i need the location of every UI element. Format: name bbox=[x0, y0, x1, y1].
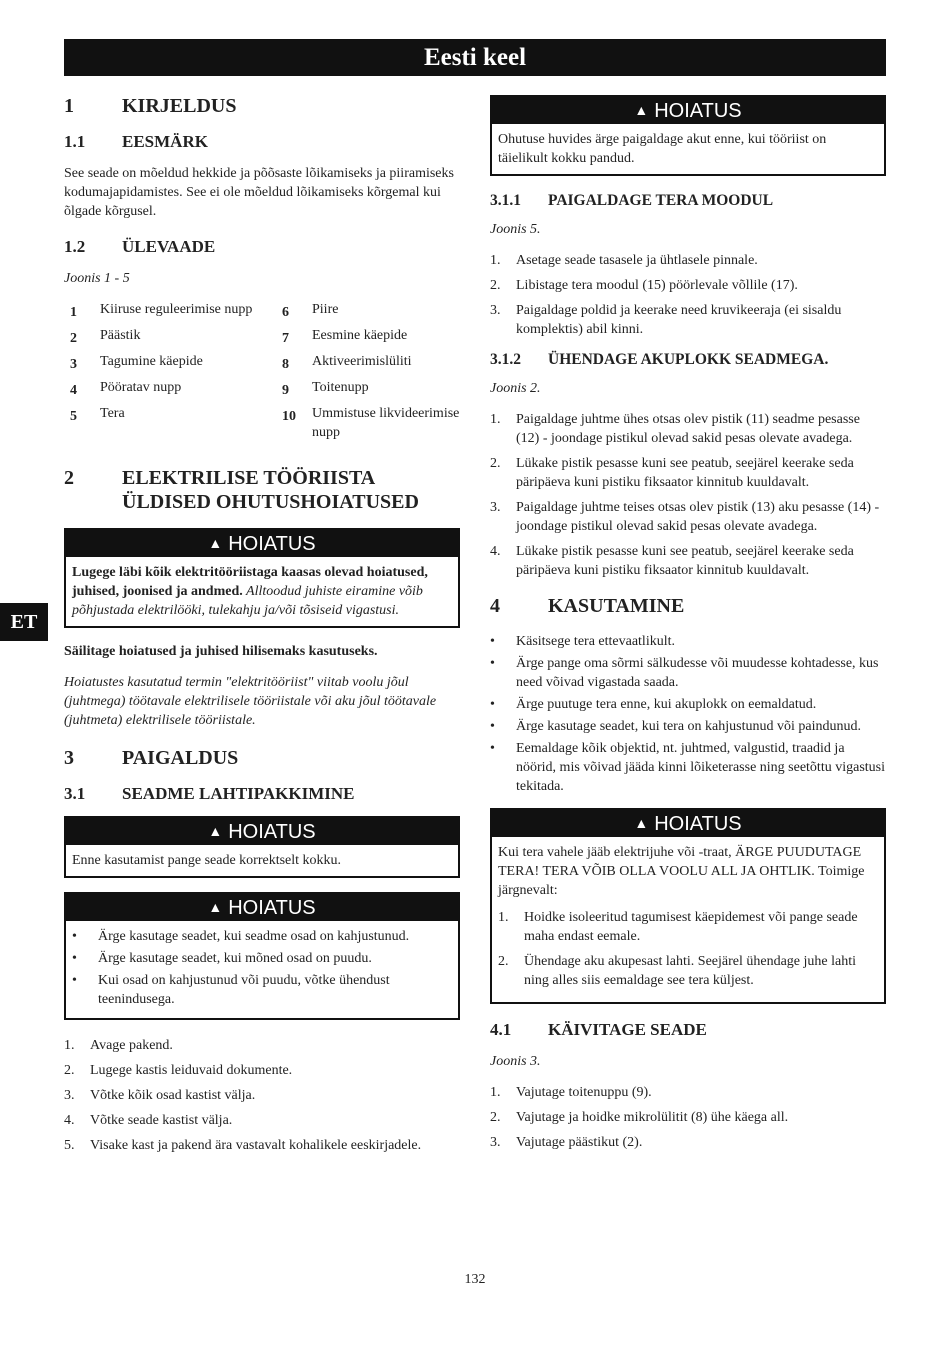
part-number: 2 bbox=[70, 331, 77, 346]
step-text: Libistage tera moodul (15) pöörlevale võllile (17). bbox=[516, 278, 798, 293]
section-4-heading bbox=[490, 594, 886, 618]
part-label: Pööratav nupp bbox=[100, 380, 182, 395]
part-number: 10 bbox=[282, 409, 296, 424]
list-step bbox=[490, 498, 886, 536]
section-title: ÜHENDAGE AKUPLOKK SEADMEGA. bbox=[548, 351, 829, 368]
step-number: 3. bbox=[490, 500, 501, 515]
section-3-1-2-heading bbox=[490, 351, 886, 369]
keep-instructions-text: Säilitage hoiatused ja juhised hilisemaks kasutuseks. bbox=[64, 644, 378, 659]
warning-header bbox=[66, 818, 458, 845]
part-label: Eesmine käepide bbox=[312, 328, 408, 343]
list-step bbox=[498, 952, 878, 990]
blade-module-steps bbox=[490, 251, 886, 339]
section-title: PAIGALDAGE TERA MOODUL bbox=[548, 192, 774, 209]
section-title: EESMÄRK bbox=[122, 132, 208, 151]
bullet-dot: • bbox=[490, 697, 495, 712]
step-number: 2. bbox=[64, 1063, 75, 1078]
part-item bbox=[64, 352, 276, 374]
step-text: Visake kast ja pakend ära vastavalt kohalikele eeskirjadele. bbox=[90, 1138, 422, 1153]
warning-triangle-icon: ▲ bbox=[208, 899, 223, 915]
bullet-text: Ärge pange oma sõrmi sälkudesse või muudesse kohtadesse, kus need võivad vigastada saada. bbox=[516, 656, 879, 690]
section-title: KASUTAMINE bbox=[548, 595, 685, 617]
section-number: 1 bbox=[64, 95, 74, 117]
section-3-1-heading bbox=[64, 784, 460, 804]
step-text: Paigaldage juhtme ühes otsas olev pistik (11) seadme pesasse (12) - joondage pistikul olevad sakid pesas olevate avadega. bbox=[516, 412, 860, 446]
step-text: Vajutage päästikut (2). bbox=[516, 1135, 643, 1150]
bullet-text: Ärge kasutage seadet, kui mõned osad on puudu. bbox=[98, 951, 372, 966]
part-item bbox=[276, 300, 460, 322]
bullet-item bbox=[72, 949, 452, 968]
parts-list-col-left bbox=[64, 300, 276, 446]
figure-reference: Joonis 3. bbox=[490, 1054, 541, 1069]
bullet-text: Ärge kasutage seadet, kui tera on kahjustunud või paindunud. bbox=[516, 719, 861, 734]
warning-box-general bbox=[64, 528, 460, 628]
list-step bbox=[490, 276, 886, 295]
part-label: Ummistuse likvideerimise nupp bbox=[312, 406, 460, 440]
step-text: Paigaldage poldid ja keerake need kruvikeeraja (ei sisaldu komplektis) abil kinni. bbox=[516, 303, 842, 337]
section-title: SEADME LAHTIPAKKIMINE bbox=[122, 784, 355, 803]
bullet-item bbox=[72, 927, 452, 946]
language-side-tab: ET bbox=[0, 603, 48, 641]
step-number: 3. bbox=[490, 303, 501, 318]
right-column bbox=[490, 95, 886, 1164]
section-title: ÜLEVAADE bbox=[122, 237, 216, 256]
warning-text: Kui tera vahele jääb elektrijuhe või -traat, ÄRGE PUUDUTAGE TERA! TERA VÕIB OLLA VOOLU ALL JA OHTLIK. Toimige järgnevalt: bbox=[498, 845, 865, 898]
warning-body bbox=[66, 921, 458, 1018]
step-text: Vajutage ja hoidke mikrolülitit (8) ühe käega all. bbox=[516, 1110, 789, 1125]
step-text: Võtke seade kastist välja. bbox=[90, 1113, 233, 1128]
section-title: KIRJELDUS bbox=[122, 95, 237, 117]
section-number: 2 bbox=[64, 467, 74, 489]
bullet-text: Eemaldage kõik objektid, nt. juhtmed, valgustid, traadid ja nöörid, mis võivad jääda kinni lõiketerasse ning seetõttu vigastusi tekitada. bbox=[516, 741, 885, 794]
section-1-1-heading bbox=[64, 132, 460, 152]
warning-body bbox=[66, 557, 458, 626]
part-label: Piire bbox=[312, 302, 339, 317]
bullet-dot: • bbox=[72, 951, 77, 966]
bullet-item bbox=[490, 632, 886, 651]
bullet-text: Käsitsege tera ettevaatlikult. bbox=[516, 634, 675, 649]
step-text: Vajutage toitenuppu (9). bbox=[516, 1085, 652, 1100]
part-item bbox=[276, 326, 460, 348]
warning-label: HOIATUS bbox=[654, 813, 742, 835]
warning-header bbox=[66, 894, 458, 921]
step-number: 4. bbox=[490, 544, 501, 559]
bullet-item bbox=[490, 654, 886, 692]
list-step bbox=[490, 1133, 886, 1152]
section-number: 1.1 bbox=[64, 132, 86, 151]
list-step bbox=[490, 251, 886, 270]
step-text: Võtke kõik osad kastist välja. bbox=[90, 1088, 256, 1103]
step-number: 1. bbox=[64, 1038, 75, 1053]
step-number: 3. bbox=[490, 1135, 501, 1150]
list-step bbox=[498, 908, 878, 946]
section-number: 4 bbox=[490, 595, 500, 617]
warning-header bbox=[66, 530, 458, 557]
part-item bbox=[64, 300, 276, 322]
warning-triangle-icon: ▲ bbox=[208, 823, 223, 839]
warning-box-damaged-parts bbox=[64, 892, 460, 1020]
part-label: Aktiveerimislüliti bbox=[312, 354, 412, 369]
warning-body bbox=[492, 837, 884, 1002]
warning-triangle-icon: ▲ bbox=[634, 102, 649, 118]
list-step bbox=[490, 410, 886, 448]
unpacking-steps bbox=[64, 1036, 460, 1155]
step-number: 4. bbox=[64, 1113, 75, 1128]
step-text: Lükake pistik pesasse kuni see peatub, seejärel keerake seda päripäeva kuni pistiku fiksaator kinnitub kuuldavalt. bbox=[516, 544, 854, 578]
part-item bbox=[276, 378, 460, 400]
step-number: 1. bbox=[490, 1085, 501, 1100]
step-number: 1. bbox=[490, 253, 501, 268]
step-number: 2. bbox=[498, 954, 509, 969]
part-item bbox=[64, 404, 276, 426]
bullet-dot: • bbox=[490, 656, 495, 671]
part-label: Tagumine käepide bbox=[100, 354, 203, 369]
list-step bbox=[490, 454, 886, 492]
step-number: 2. bbox=[490, 278, 501, 293]
section-2-heading bbox=[64, 466, 460, 514]
warning-box-assemble bbox=[64, 816, 460, 878]
step-text: Avage pakend. bbox=[90, 1038, 173, 1053]
section-4-1-heading bbox=[490, 1020, 886, 1040]
page-number: 132 bbox=[464, 1272, 486, 1287]
warning-label: HOIATUS bbox=[228, 821, 316, 843]
section-number: 1.2 bbox=[64, 237, 86, 256]
warning-text: Ohutuse huvides ärge paigaldage akut enne, kui tööriist on täielikult kokku pandud. bbox=[498, 132, 827, 166]
warning-triangle-icon: ▲ bbox=[634, 815, 649, 831]
bullet-dot: • bbox=[490, 634, 495, 649]
list-step bbox=[64, 1111, 460, 1130]
step-text: Paigaldage juhtme teises otsas olev pistik (13) aku pesasse (14) - joondage pistikul olevad sakid pesas olevate avadega. bbox=[516, 500, 880, 534]
list-step bbox=[490, 1083, 886, 1102]
part-label: Tera bbox=[100, 406, 125, 421]
left-column bbox=[64, 86, 460, 1167]
part-label: Kiiruse reguleerimise nupp bbox=[100, 302, 253, 317]
usage-bullet-list bbox=[490, 632, 886, 796]
section-1-2-heading bbox=[64, 237, 460, 257]
section-number: 4.1 bbox=[490, 1020, 512, 1039]
warning-bullet-list bbox=[72, 927, 452, 1009]
step-number: 5. bbox=[64, 1138, 75, 1153]
bullet-text: Ärge puutuge tera enne, kui akuplokk on eemaldatud. bbox=[516, 697, 817, 712]
figure-reference: Joonis 1 - 5 bbox=[64, 271, 130, 286]
section-number: 3 bbox=[64, 747, 74, 769]
warning-label: HOIATUS bbox=[228, 897, 316, 919]
warning-box-cable bbox=[490, 808, 886, 1004]
step-text: Hoidke isoleeritud tagumisest käepidemest või pange seade maha endast eemale. bbox=[524, 910, 858, 944]
step-number: 2. bbox=[490, 1110, 501, 1125]
part-label: Päästik bbox=[100, 328, 141, 343]
list-step bbox=[490, 301, 886, 339]
part-number: 6 bbox=[282, 305, 289, 320]
list-step bbox=[64, 1136, 460, 1155]
section-title: ELEKTRILISE TÖÖRIISTA ÜLDISED OHUTUSHOIATUSED bbox=[122, 467, 419, 513]
step-text: Lugege kastis leiduvaid dokumente. bbox=[90, 1063, 293, 1078]
part-number: 3 bbox=[70, 357, 77, 372]
term-definition-text: Hoiatustes kasutatud termin "elektritööriist" viitab voolu jõul (juhtmega) töötavale elektrilisele tööriistale või aku jõul töötavale (juhtmeta) elektrilisele tööriistale. bbox=[64, 675, 437, 728]
step-text: Asetage seade tasasele ja ühtlasele pinnale. bbox=[516, 253, 758, 268]
section-3-heading bbox=[64, 746, 460, 770]
warning-label: HOIATUS bbox=[654, 100, 742, 122]
bullet-text: Kui osad on kahjustunud või puudu, võtke ühendust teenindusega. bbox=[98, 973, 390, 1007]
bullet-item bbox=[490, 739, 886, 796]
warning-steps bbox=[498, 908, 878, 990]
part-number: 5 bbox=[70, 409, 77, 424]
warning-box-battery bbox=[490, 95, 886, 176]
step-number: 2. bbox=[490, 456, 501, 471]
warning-header bbox=[492, 810, 884, 837]
figure-reference: Joonis 2. bbox=[490, 381, 541, 396]
section-number: 3.1.1 bbox=[490, 192, 521, 209]
bullet-dot: • bbox=[490, 741, 495, 756]
bullet-item bbox=[490, 717, 886, 736]
bullet-dot: • bbox=[490, 719, 495, 734]
list-step bbox=[64, 1036, 460, 1055]
step-number: 1. bbox=[490, 412, 501, 427]
bullet-dot: • bbox=[72, 973, 77, 988]
list-step bbox=[490, 1108, 886, 1127]
bullet-item bbox=[490, 695, 886, 714]
warning-bold-text: Lugege läbi kõik elektritööriistaga kaasas olevad hoiatused, juhised, joonised ja andmed. bbox=[72, 565, 428, 599]
warning-body bbox=[492, 124, 884, 174]
part-number: 7 bbox=[282, 331, 289, 346]
step-text: Ühendage aku akupesast lahti. Seejärel ühendage juhe lahti ning alles siis eemaldage see tera küljest. bbox=[524, 954, 856, 988]
part-number: 8 bbox=[282, 357, 289, 372]
section-title: KÄIVITAGE SEADE bbox=[548, 1020, 707, 1039]
section-number: 3.1 bbox=[64, 784, 86, 803]
step-number: 3. bbox=[64, 1088, 75, 1103]
warning-body bbox=[66, 845, 458, 876]
part-item bbox=[276, 404, 460, 442]
purpose-text: See seade on mõeldud hekkide ja põõsaste lõikamiseks ja piiramiseks kodumajapidamistes. See ei ole mõeldud lõikamiseks kõrgemal kui õlgade kõrgusel. bbox=[64, 166, 454, 219]
section-title: PAIGALDUS bbox=[122, 747, 239, 769]
bullet-item bbox=[72, 971, 452, 1009]
part-number: 9 bbox=[282, 383, 289, 398]
part-item bbox=[64, 326, 276, 348]
list-step bbox=[64, 1061, 460, 1080]
section-3-1-1-heading bbox=[490, 192, 886, 210]
figure-reference: Joonis 5. bbox=[490, 222, 541, 237]
bullet-text: Ärge kasutage seadet, kui seadme osad on kahjustunud. bbox=[98, 929, 410, 944]
part-item bbox=[276, 352, 460, 374]
start-device-steps bbox=[490, 1083, 886, 1152]
warning-italic-text: Alltoodud juhiste eiramine võib põhjustada elektrilööki, tulekahju ja/või tõsiseid vigastusi. bbox=[72, 584, 423, 618]
warning-triangle-icon: ▲ bbox=[208, 535, 223, 551]
parts-list bbox=[64, 300, 460, 446]
part-item bbox=[64, 378, 276, 400]
battery-connect-steps bbox=[490, 410, 886, 580]
part-number: 4 bbox=[70, 383, 77, 398]
warning-header bbox=[492, 97, 884, 124]
part-number: 1 bbox=[70, 305, 77, 320]
step-number: 1. bbox=[498, 910, 509, 925]
section-1-heading bbox=[64, 94, 460, 118]
parts-list-col-right bbox=[276, 300, 460, 446]
section-number: 3.1.2 bbox=[490, 351, 521, 368]
warning-label: HOIATUS bbox=[228, 533, 316, 555]
list-step bbox=[490, 542, 886, 580]
list-step bbox=[64, 1086, 460, 1105]
part-label: Toitenupp bbox=[312, 380, 369, 395]
warning-text: Enne kasutamist pange seade korrektselt kokku. bbox=[72, 853, 342, 868]
step-text: Lükake pistik pesasse kuni see peatub, seejärel keerake seda päripäeva kuni pistiku fiksaator kinnitub kuuldavalt. bbox=[516, 456, 854, 490]
bullet-dot: • bbox=[72, 929, 77, 944]
language-banner: Eesti keel bbox=[64, 39, 886, 76]
